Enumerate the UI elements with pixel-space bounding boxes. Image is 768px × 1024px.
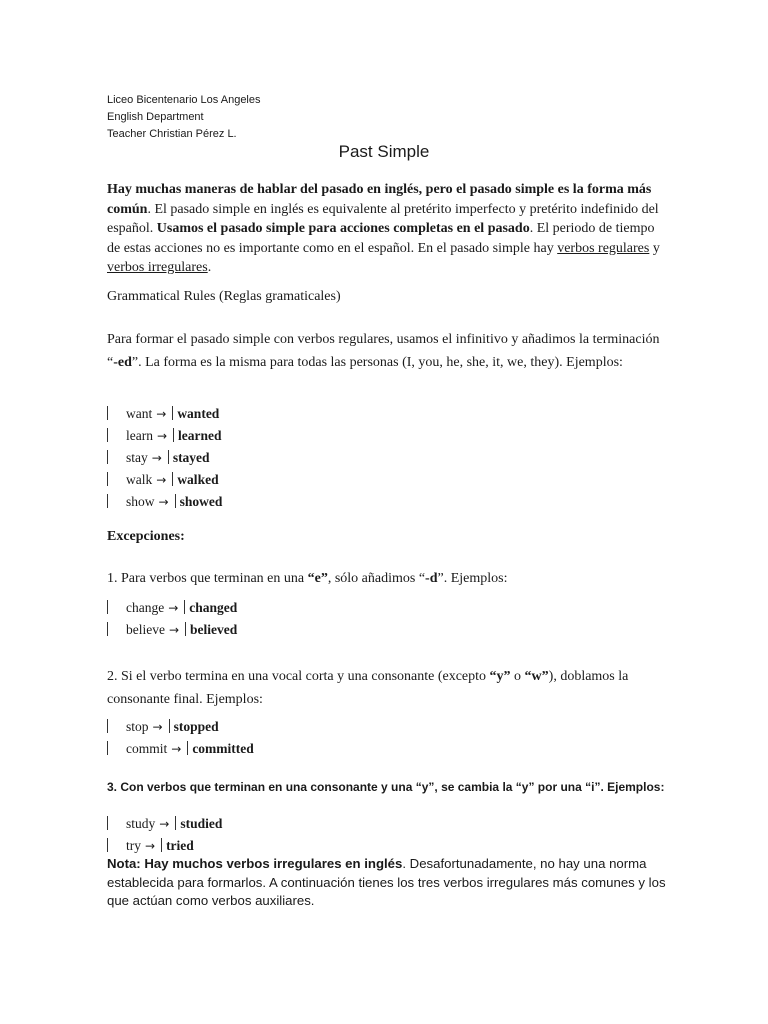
rule-1-bold-1: “e” [307, 571, 328, 586]
arrow-icon: → [152, 720, 163, 734]
verb-base: walk [126, 472, 153, 487]
verb-past: tried [166, 838, 194, 853]
department-name: English Department [107, 111, 204, 123]
verb-past: studied [180, 816, 223, 831]
rules-heading: Grammatical Rules (Reglas gramaticales) [107, 289, 341, 304]
bullet-marker [107, 741, 108, 755]
arrow-icon: → [159, 817, 170, 831]
bullet-marker [175, 816, 176, 830]
verb-past: committed [192, 741, 254, 756]
intro-text-4: . [207, 260, 212, 275]
examples-y-list [107, 813, 222, 857]
verb-past: showed [179, 494, 223, 509]
verb-base: stop [126, 719, 149, 734]
bullet-marker [172, 406, 173, 420]
example-row [107, 491, 222, 513]
examples-double-list [107, 716, 254, 760]
exceptions-heading: Excepciones: [107, 529, 185, 544]
rules-text-2: ”. La forma es la misma para todas las personas (I, you, he, she, it, we, they). Ejemplos: [131, 355, 623, 370]
verb-base: commit [126, 741, 168, 756]
bullet-marker [107, 719, 108, 733]
arrow-icon: → [168, 601, 179, 615]
bullet-marker [173, 428, 174, 442]
document-header [107, 92, 261, 143]
verb-base: try [126, 838, 141, 853]
intro-text-2: . El periodo de tiempo de estas acciones no es importante como en el español. En el pasado simple hay [107, 221, 655, 256]
verb-past: changed [189, 600, 238, 615]
bullet-marker [107, 838, 108, 852]
rule-2-bold-2: “w” [524, 669, 549, 684]
rule-1-text-2: , sólo añadimos “ [327, 571, 426, 586]
bullet-marker [107, 600, 108, 614]
link-verbos-irregulares[interactable]: verbos irregulares [107, 260, 208, 275]
link-verbos-regulares[interactable]: verbos regulares [557, 240, 650, 256]
example-row [107, 425, 222, 447]
verb-base: change [126, 600, 165, 615]
teacher-name: Teacher Christian Pérez L. [107, 128, 237, 140]
intro-bold-2: Usamos el pasado simple para acciones completas en el pasado [156, 221, 530, 236]
bullet-marker [187, 741, 188, 755]
verb-base: learn [126, 428, 153, 443]
bullet-marker [107, 472, 108, 486]
verb-past: walked [177, 472, 219, 487]
intro-text-3: y [649, 240, 660, 256]
example-row [107, 597, 237, 619]
bullet-marker [175, 494, 176, 508]
verb-past: wanted [177, 406, 220, 421]
rule-1-text-3: ”. Ejemplos: [437, 571, 508, 586]
arrow-icon: → [158, 495, 169, 509]
bullet-marker [107, 428, 108, 442]
verb-base: show [126, 494, 155, 509]
bullet-marker [169, 719, 170, 733]
verb-base: want [126, 406, 153, 421]
intro-bold-1: Hay muchas maneras de hablar del pasado en inglés, pero el pasado simple es la forma más común [107, 182, 652, 217]
rule-2-text-1: 2. Si el verbo termina en una vocal corta y una consonante (excepto [107, 669, 490, 684]
example-row [107, 469, 222, 491]
bullet-marker [107, 622, 108, 636]
intro-text-1: . El pasado simple en inglés es equivalente al pretérito imperfecto y pretérito indefinido del español. [107, 201, 659, 236]
example-row [107, 835, 222, 857]
bullet-marker [107, 450, 108, 464]
rule-2 [107, 665, 667, 711]
example-row [107, 447, 222, 469]
arrow-icon: → [171, 742, 182, 756]
arrow-icon: → [156, 429, 168, 443]
example-row [107, 716, 254, 738]
bullet-marker [172, 472, 173, 486]
arrow-icon: → [156, 473, 167, 487]
bullet-marker [107, 406, 108, 420]
nota-bold: Nota: Hay muchos verbos irregulares en inglés [107, 856, 403, 871]
verb-base: study [126, 816, 156, 831]
rule-1 [107, 569, 667, 589]
bullet-marker [107, 494, 108, 508]
page-title: Past Simple [338, 142, 430, 161]
rule-1-text-1: 1. Para verbos que terminan en una [107, 571, 308, 586]
example-row [107, 403, 222, 425]
bullet-marker [161, 838, 162, 852]
arrow-icon: → [168, 623, 180, 637]
verb-base: believe [126, 622, 165, 637]
bullet-marker [185, 622, 186, 636]
nota-paragraph [107, 855, 667, 911]
bullet-marker [107, 816, 108, 830]
verb-past: believed [190, 622, 238, 637]
arrow-icon: → [145, 839, 156, 853]
verb-past: stayed [172, 450, 210, 465]
rule-2-text-2: o [510, 669, 525, 684]
verb-past: stopped [173, 719, 219, 734]
bullet-marker [168, 450, 169, 464]
arrow-icon: → [156, 407, 167, 421]
nota-text: . Desafortunadamente, no hay una norma establecida para formarlos. A continuación tienes los tres verbos irregulares más comunes y los que actúan como verbos auxiliares. [107, 856, 666, 908]
verb-base: stay [126, 450, 148, 465]
bullet-marker [184, 600, 185, 614]
rule-1-bold-2: -d [425, 571, 438, 586]
arrow-icon: → [151, 451, 162, 465]
example-row [107, 813, 222, 835]
rule-2-bold-1: “y” [489, 669, 511, 684]
examples-e-list [107, 597, 237, 641]
rules-text-1: Para formar el pasado simple con verbos regulares, usamos el infinitivo y añadimos la terminación “ [107, 332, 660, 370]
rules-paragraph [107, 328, 667, 374]
examples-regular-list [107, 403, 222, 513]
rule-3: 3. Con verbos que terminan en una consonante y una “y”, se cambia la “y” por una “i”. Ejemplos: [107, 780, 665, 794]
rule-2-text-3: ), doblamos la consonante final. Ejemplos: [107, 669, 629, 707]
verb-past: learned [178, 428, 222, 443]
rules-bold-ed: -ed [113, 355, 132, 370]
school-name: Liceo Bicentenario Los Angeles [107, 94, 261, 106]
intro-paragraph [107, 180, 667, 278]
example-row [107, 619, 237, 641]
example-row [107, 738, 254, 760]
